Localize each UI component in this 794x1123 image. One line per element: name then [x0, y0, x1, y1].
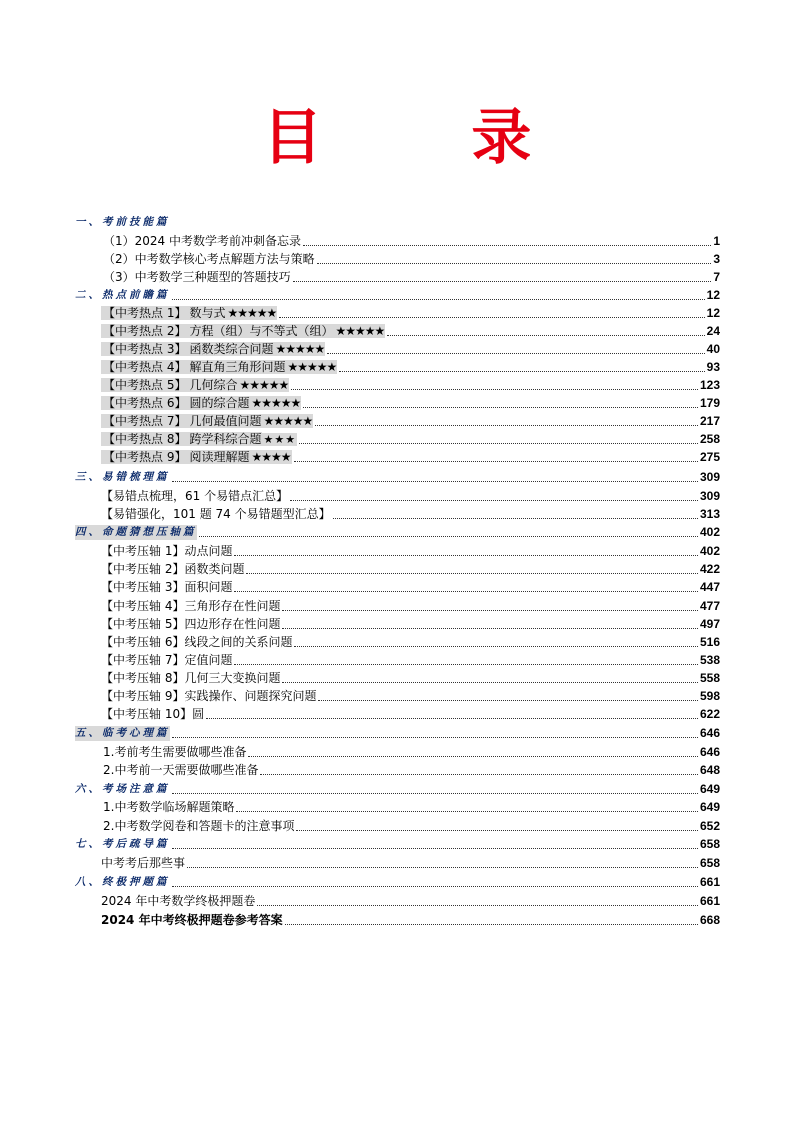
toc-entry-axis-1[interactable] — [101, 542, 720, 559]
hot-title: 跨学科综合题 — [189, 432, 262, 446]
entry-label: 1.中考数学临场解题策略 — [103, 800, 235, 814]
dot-leader — [279, 317, 704, 318]
dot-leader — [315, 425, 698, 426]
entry-label: 【中考压轴 2】函数类问题 — [101, 562, 245, 576]
entry-label: 【中考压轴 7】定值问题 — [101, 653, 233, 667]
page-title: 目 录 — [262, 103, 596, 173]
dot-leader — [387, 335, 704, 336]
star-rating: ★★★★★ — [251, 396, 301, 410]
page-number: 1 — [713, 234, 720, 248]
entry-label: 中考考后那些事 — [101, 856, 186, 870]
toc-entry-final-2[interactable] — [101, 911, 720, 928]
page-number: 258 — [699, 432, 720, 446]
entry-label: 2.中考数学阅卷和答题卡的注意事项 — [103, 819, 295, 833]
hot-tag: 【中考热点 8】 — [103, 432, 187, 446]
page-number: 646 — [699, 745, 720, 759]
star-rating: ★★★ — [263, 433, 297, 446]
hot-title: 解直角三角形问题 — [189, 360, 286, 374]
toc-entry-errors-1[interactable] — [101, 487, 720, 504]
hot-tag: 【中考热点 5】 — [103, 378, 187, 392]
dot-leader — [257, 905, 698, 906]
toc-section-skills[interactable] — [75, 213, 720, 230]
toc-entry-skills-3[interactable] — [103, 268, 720, 285]
toc-entry-axis-6[interactable] — [101, 633, 720, 650]
dot-leader — [282, 682, 698, 683]
dot-leader — [199, 536, 698, 537]
entry-label: 2024 年中考终极押题卷参考答案 — [101, 913, 283, 927]
dot-leader — [172, 886, 698, 887]
toc-entry-hot-7[interactable] — [101, 412, 720, 429]
toc-entry-hot-8[interactable] — [101, 430, 720, 447]
hot-tag: 【中考热点 6】 — [103, 396, 187, 410]
toc-entry-final-1[interactable] — [101, 892, 720, 909]
page-number: 402 — [699, 544, 720, 558]
page-number: 3 — [713, 252, 720, 266]
dot-leader — [282, 628, 698, 629]
dot-leader — [293, 281, 712, 282]
dot-leader — [172, 793, 698, 794]
dot-leader — [318, 700, 698, 701]
page-number: 649 — [699, 782, 720, 796]
hot-tag: 【中考热点 3】 — [103, 342, 187, 356]
toc-entry-skills-1[interactable] — [103, 232, 720, 249]
star-rating: ★★★★★ — [287, 360, 337, 374]
hot-tag: 【中考热点 4】 — [103, 360, 187, 374]
page-number: 93 — [706, 360, 720, 374]
toc-entry-axis-8[interactable] — [101, 669, 720, 686]
page-number: 661 — [699, 894, 720, 908]
toc-entry-psych-1[interactable] — [103, 743, 720, 760]
hot-title: 阅读理解题 — [189, 450, 250, 464]
toc-entry-axis-9[interactable] — [101, 687, 720, 704]
dot-leader — [172, 299, 705, 300]
toc-entry-axis-3[interactable] — [101, 578, 720, 595]
page-number: 179 — [699, 396, 720, 410]
toc-section-psych[interactable] — [75, 724, 720, 741]
dot-leader — [172, 481, 698, 482]
toc-entry-axis-5[interactable] — [101, 615, 720, 632]
page-number: 40 — [706, 342, 720, 356]
star-rating: ★★★★★ — [275, 342, 325, 356]
page-number: 313 — [699, 507, 720, 521]
dot-leader — [303, 407, 698, 408]
page-number: 622 — [699, 707, 720, 721]
hot-title: 几何最值问题 — [189, 414, 262, 428]
page-number: 12 — [706, 288, 720, 302]
dot-leader — [246, 573, 698, 574]
toc-section-final[interactable] — [75, 873, 720, 890]
page-number: 123 — [699, 378, 720, 392]
page-number: 646 — [699, 726, 720, 740]
hot-tag: 【中考热点 7】 — [103, 414, 187, 428]
page-number: 275 — [699, 450, 720, 464]
page-number: 661 — [699, 875, 720, 889]
section-label: 八、终极押题篇 — [75, 876, 170, 888]
entry-label: （2）中考数学核心考点解题方法与策略 — [103, 252, 315, 266]
entry-label: 【中考压轴 8】几何三大变换问题 — [101, 671, 281, 685]
star-rating: ★★★★★ — [335, 324, 385, 338]
entry-label: 【中考压轴 5】四边形存在性问题 — [101, 617, 281, 631]
toc-section-hot[interactable] — [75, 286, 720, 303]
section-label: 三、易错梳理篇 — [75, 471, 170, 483]
dot-leader — [248, 756, 698, 757]
page-number: 652 — [699, 819, 720, 833]
section-label: 七、考后疏导篇 — [75, 838, 170, 850]
dot-leader — [260, 774, 698, 775]
entry-label: 【中考压轴 10】圆 — [101, 707, 205, 721]
toc-entry-hot-9[interactable] — [101, 448, 720, 465]
dot-leader — [303, 245, 711, 246]
toc-entry-exam-1[interactable] — [103, 798, 720, 815]
page-number: 309 — [699, 470, 720, 484]
star-rating: ★★★★ — [251, 450, 291, 464]
dot-leader — [299, 443, 698, 444]
toc-entry-psych-2[interactable] — [103, 761, 720, 778]
dot-leader — [236, 811, 698, 812]
hot-tag: 【中考热点 9】 — [103, 450, 187, 464]
dot-leader — [294, 646, 698, 647]
entry-label: 2.中考前一天需要做哪些准备 — [103, 763, 259, 777]
hot-tag: 【中考热点 1】 — [103, 306, 187, 320]
section-label: 二、热点前瞻篇 — [75, 289, 170, 301]
toc-section-after[interactable] — [75, 835, 720, 852]
dot-leader — [285, 924, 698, 925]
page-number: 668 — [699, 913, 720, 927]
toc-entry-axis-4[interactable] — [101, 597, 720, 614]
dot-leader — [339, 371, 704, 372]
toc-entry-hot-1[interactable] — [101, 304, 720, 321]
dot-leader — [296, 830, 698, 831]
page-number: 497 — [699, 617, 720, 631]
page-number: 217 — [699, 414, 720, 428]
page-number: 24 — [706, 324, 720, 338]
section-label: 六、考场注意篇 — [75, 783, 170, 795]
toc-entry-axis-7[interactable] — [101, 651, 720, 668]
page-number: 309 — [699, 489, 720, 503]
entry-label: 【中考压轴 9】实践操作、问题探究问题 — [101, 689, 317, 703]
entry-label: 【中考压轴 3】面积问题 — [101, 580, 233, 594]
page-number: 477 — [699, 599, 720, 613]
dot-leader — [187, 867, 698, 868]
dot-leader — [291, 389, 698, 390]
page-number: 658 — [699, 837, 720, 851]
dot-leader — [234, 591, 698, 592]
toc-entry-axis-10[interactable] — [101, 705, 720, 722]
entry-label: 【易错点梳理，61 个易错点汇总】 — [101, 489, 289, 503]
page-number: 658 — [699, 856, 720, 870]
dot-leader — [282, 610, 698, 611]
page-number: 7 — [713, 270, 720, 284]
dot-leader — [333, 518, 698, 519]
toc-entry-exam-2[interactable] — [103, 817, 720, 834]
toc-entry-axis-2[interactable] — [101, 560, 720, 577]
toc-entry-skills-2[interactable] — [103, 250, 720, 267]
entry-label: （1）2024 中考数学考前冲刺备忘录 — [103, 234, 301, 248]
toc-entry-hot-4[interactable] — [101, 358, 720, 375]
entry-label: 【易错强化，101 题 74 个易错题型汇总】 — [101, 507, 331, 521]
toc-entry-hot-6[interactable] — [101, 394, 720, 411]
hot-title: 函数类综合问题 — [189, 342, 274, 356]
toc-entry-hot-2[interactable] — [101, 322, 720, 339]
entry-label: （3）中考数学三种题型的答题技巧 — [103, 270, 291, 284]
hot-title: 圆的综合题 — [189, 396, 250, 410]
entry-label: 2024 年中考数学终极押题卷 — [101, 894, 256, 908]
dot-leader — [206, 718, 698, 719]
page-number: 422 — [699, 562, 720, 576]
toc-section-errors[interactable] — [75, 468, 720, 485]
page-number: 538 — [699, 653, 720, 667]
dot-leader — [172, 848, 698, 849]
page-number: 447 — [699, 580, 720, 594]
dot-leader — [234, 664, 698, 665]
star-rating: ★★★★★ — [239, 378, 289, 392]
entry-label: 【中考压轴 4】三角形存在性问题 — [101, 599, 281, 613]
dot-leader — [327, 353, 704, 354]
section-label: 五、临考心理篇 — [75, 727, 170, 739]
hot-title: 几何综合 — [189, 378, 238, 392]
star-rating: ★★★★★ — [227, 306, 277, 320]
toc-entry-after-1[interactable] — [101, 854, 720, 871]
dot-leader — [172, 737, 698, 738]
dot-leader — [234, 555, 698, 556]
dot-leader — [290, 500, 698, 501]
page-number: 649 — [699, 800, 720, 814]
toc-entry-errors-2[interactable] — [101, 505, 720, 522]
page-number: 402 — [699, 525, 720, 539]
page-number: 648 — [699, 763, 720, 777]
page-number: 598 — [699, 689, 720, 703]
toc-entry-hot-3[interactable] — [101, 340, 720, 357]
hot-tag: 【中考热点 2】 — [103, 324, 187, 338]
hot-title: 数与式 — [189, 306, 226, 320]
toc-entry-hot-5[interactable] — [101, 376, 720, 393]
entry-label: 【中考压轴 6】线段之间的关系问题 — [101, 635, 293, 649]
toc-section-axis[interactable] — [75, 523, 720, 540]
page-number: 558 — [699, 671, 720, 685]
dot-leader — [294, 461, 698, 462]
entry-label: 1.考前考生需要做哪些准备 — [103, 745, 247, 759]
toc-section-exam[interactable] — [75, 780, 720, 797]
dot-leader — [317, 263, 712, 264]
page-number: 516 — [699, 635, 720, 649]
section-label: 四、命题猜想压轴篇 — [75, 526, 197, 538]
section-label: 一、考前技能篇 — [75, 216, 170, 228]
star-rating: ★★★★★ — [263, 414, 313, 428]
hot-title: 方程（组）与不等式（组） — [189, 324, 334, 338]
entry-label: 【中考压轴 1】动点问题 — [101, 544, 233, 558]
page-number: 12 — [706, 306, 720, 320]
